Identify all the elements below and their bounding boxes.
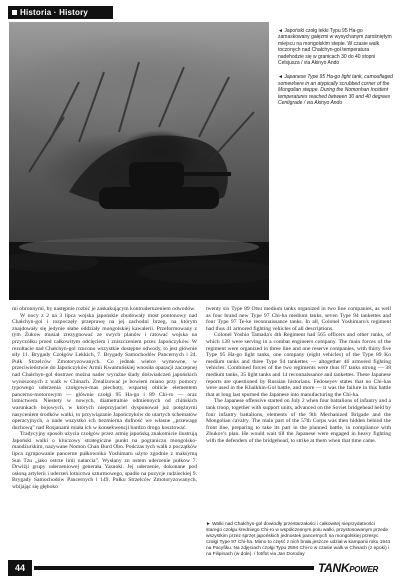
tank-photo <box>9 22 269 300</box>
paragraph: twenty six Type 89 Otsu medium tanks organized in two line companies, as well as four brand new Type 97 Chi-ha medium tanks, seven Type 94 tankettes and four Type 97 Te-ke reconnaissance tanks. In all, Colonel Yoshimaru's regiment had thus 41 armored fighting vehicles of all descriptions. <box>206 306 391 332</box>
paragraph: Colonel Yoshio Tamada's 4th Regiment had 565 officers and other ranks, of which 128 were serving in a combat engineers company. The main forces of the regiment were organized in three line and one reserve companies, with thirty five Type 95 Ha-go light tanks, one company (eight vehicles) of the Type 89 Ko medium tanks and three Type 94 tankettes — altogether 46 armored fighting vehicles. Combined forces of the two regiments were thus 87 tanks strong — 38 medium tanks, 35 light tanks and 14 reconnaissance and tankettes. These Japanese reports are questioned by Russian historians. Fedoseyev states that no Chi-has were used in the Khalkhin-Gol battle, and more — it was the failure in this battle that at long last spurned the Japanese into manufacturing the Chi-ha. <box>206 332 391 398</box>
magazine-logo <box>318 558 396 578</box>
footer-rule <box>34 566 314 570</box>
bottom-photo-caption: ► Walki nad Chałchyn-gol dowiodły przestarzałości i całkowitej nieprzydatności starego czołgu średniego Chi-ro w współczesnym polu walki, przystosowanym przede wszystkim przez sprzęt japońskich jednostek pancernych na mongolskiej przesyc czołgi Type 97 Chi-ha. Mimo to część z nich brała jeszcze udział w kampanii roku 1941 na Pacyfiku. Na zdjęciach czołgi Typu 2594 Chi-ro w czasie walk w Chinach (z epoki) i na Filipinach (w dole). / fot/fot via Jan Doroday <box>206 522 391 557</box>
photo-caption <box>278 28 394 114</box>
paragraph: W nocy z 2 na 3 lipca wojska japońskie zbudowały most pontonowy nad Chałchyn-gol i rozpoczęły przeprawę na jej zachodni brzeg, na którym znajdowały się jedynie słabe oddziały mongolskiej kawalerii. Przeformowany z tym Żukow musiał zrezygnować ze swych planów i ratować wojska na przyczółku przed całkowitym odcięciem i zniszczeniem przez Japończyków. W rezultacie nad Chałchyn-gol rzucono wszystkie dostępne odwody, to jest głównie siły 11. Brygady Czołgów Lekkich, 7. Brygady Samochodów Pancernych i 24. Pułk Strzelców Zmotoryzowanych. Co jednak wielce wymowne, w przeciwieństwie do Japończyków Armii Kwantuńskiej wnosiła oparacji zaczepnej nad Chałchyn-gol dostrzec można nader wyraźne ślady doświadczeń japońskich wynoszonych z walk w Chinach. Zrealizować je bowiem miano przy pomocy typowego uderzenia czołgowo-mas piechoty, wspartej oblicie elementem pancerno-motorowym — głównie czołgi 95 Ha-go i 89 Chi-ro — oraz lotnictwem. Niestety w nowych, diametralnie odmiennych od chińskich warunkach bojowych, w których nieprzyjaciel dysponował już potężnymi nasyceniem środków walki, to przywiązanie Japończyków do utartych schematów operacyjnych, a nade wszystko ich bezmierna dufność we własne „przewagę duchową” nad Rosjanami miała ich w konsekwencji bardzo drogo kosztować. <box>12 312 197 431</box>
paragraph: Tradycyjny sposób użycia czołgów przez armię japońską znakomicie ilustrują Japoński walki o kluczowy strategiczne punkt na pograniczu mongolsko-mandżurskim, nazywane Nomon Chan Burd Obo. Podczas tych walk z początków lipca zgrupowanie pancerne pułkownika Yoshimaru użyto zgodnie z maksymą Sun Tzu „jako ostrze linii natarcia”. Wysłany zn ostem uderzenie pułkow 7. Drwiżji grupy uderzeniowej generała Yasuoki. Jej uderzenie, dokonane pod osłoną artylerii i uderzeń lotnictwa szturmowego, spadło na pozycje radzieckiej 9. Brygady Samochodów Pancernych i 149. Pułku Strzelców Zmotoryzowanych, wbijając się głęboko <box>12 431 197 491</box>
caption-pl: ◄ Japoński czołg lekki Typu 95 Ha-go zamaskowany gałęzmi w wysychanym zarośniętym miejscu na mongolskim stepie. W czasie walk toczonych nad Chałchyn-gol temperatura nadehodzie się w granicach 30 do 40 stopni Celsjusza <box>278 28 392 67</box>
page-number: 44 <box>8 560 32 576</box>
tank-photo-illustration <box>9 22 269 300</box>
section-title: Historia · History <box>20 8 89 17</box>
logo-sub: POWER <box>349 565 378 574</box>
caption-en: ◄ Japanese Type 95 Ha-go light tank, camouflaged somewhere in an atypically scrubbed corner of the Mongolian steppe. During the Nomonhan Incident temperatures reached between 30 and 40 degrees Centigrade <box>278 74 393 107</box>
logo-main: TANK <box>318 561 350 575</box>
paragraph: The Japanese offensive started on July 2 when four battalions of infantry and a tank troop, together with support units, advanced on the Soviet bridgehead held by four infantry battalions, elements of the 9th Mechanized Brigade and the Mongolian cavalry. The main part of the 57th Corps was then hidden behind the front line, preparing to take its part in the planned battle, in compliance with Zhukov's plan. He would wait till the Japanese were engaged in heavy fighting with the defenders of the bridgehead, to strike at them when that time came. <box>206 398 391 444</box>
article-column-english <box>206 306 391 520</box>
square-bullet-icon <box>12 10 17 15</box>
article-column-polish <box>12 306 197 544</box>
caption-credit: / via Akinyo Ando <box>301 60 340 67</box>
paragraph: mi obronnymi, by następnie rozbić je zaskakującym kontrudernzeniem odwodów. <box>12 306 196 312</box>
caption-credit: / via Akinyo Ando <box>303 100 343 107</box>
section-header <box>8 6 113 19</box>
